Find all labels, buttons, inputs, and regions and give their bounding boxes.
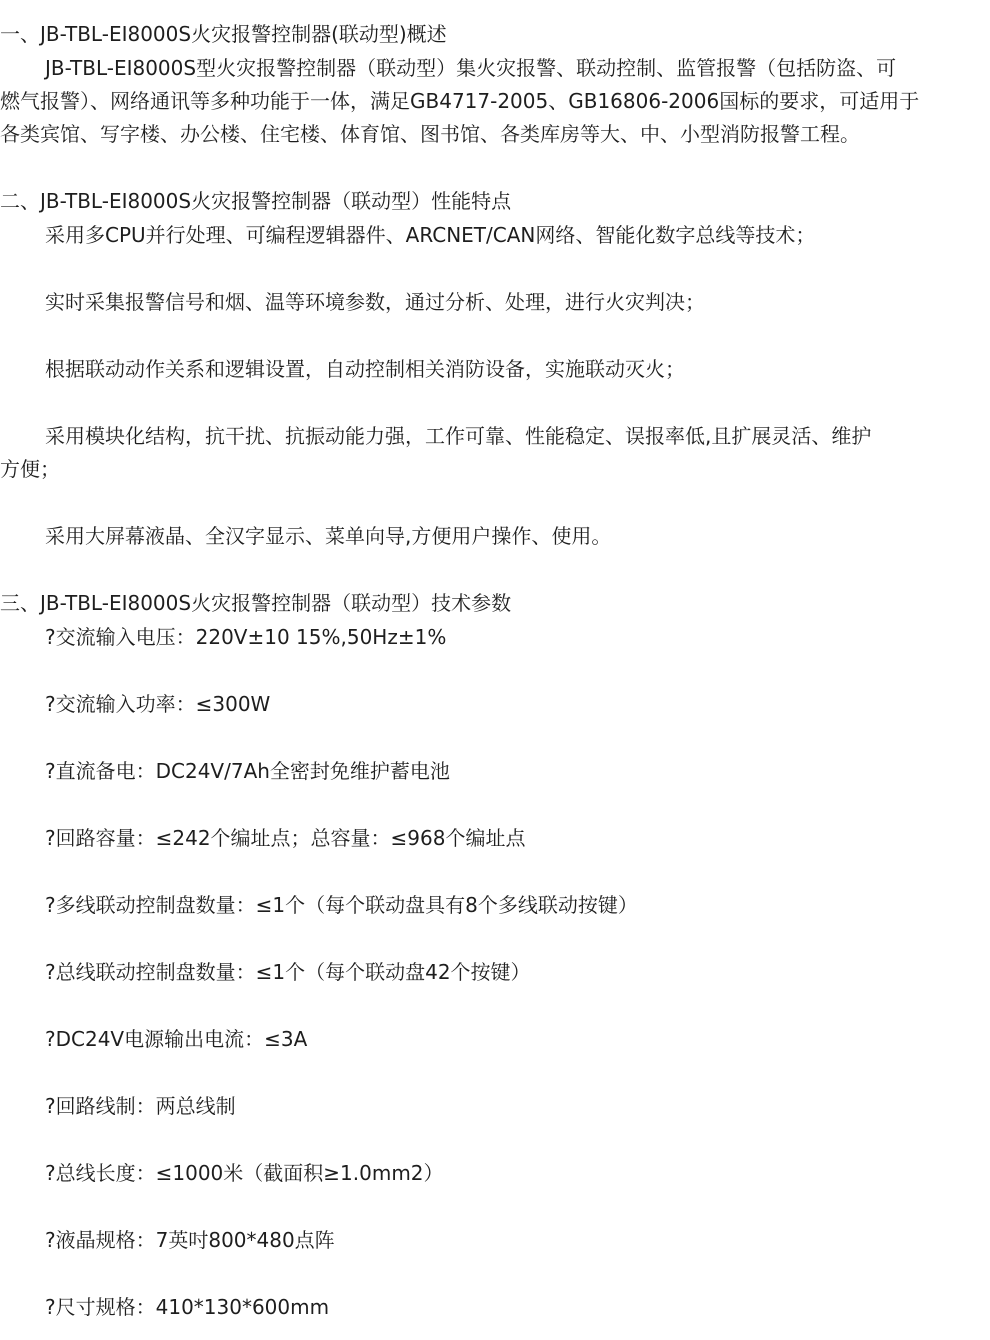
spec-item: ?回路线制：两总线制: [45, 1094, 236, 1118]
feature-item-continuation: 方便；: [0, 457, 60, 481]
spec-item: ?回路容量：≤242个编址点；总容量：≤968个编址点: [45, 826, 526, 850]
section-1-paragraph-line: 燃气报警）、网络通讯等多种功能于一体，满足GB4717-2005、GB16806-2006国标的要求，可适用于: [0, 89, 920, 113]
feature-item: 采用大屏幕液晶、全汉字显示、菜单向导,方便用户操作、使用。: [45, 524, 612, 548]
feature-item: 采用多CPU并行处理、可编程逻辑器件、ARCNET/CAN网络、智能化数字总线等技术；: [45, 223, 816, 247]
spec-item: ?尺寸规格：410*130*600mm: [45, 1295, 330, 1319]
feature-item: 根据联动动作关系和逻辑设置，自动控制相关消防设备，实施联动灭火；: [45, 357, 685, 381]
section-2-heading: 二、JB-TBL-EI8000S火灾报警控制器（联动型）性能特点: [0, 189, 512, 213]
spec-item: ?总线长度：≤1000米（截面积≥1.0mm2）: [45, 1161, 444, 1185]
spec-item: ?交流输入功率：≤300W: [45, 692, 271, 716]
feature-item: 实时采集报警信号和烟、温等环境参数，通过分析、处理，进行火灾判决；: [45, 290, 705, 314]
spec-item: ?直流备电：DC24V/7Ah全密封免维护蓄电池: [45, 759, 450, 783]
spec-item: ?DC24V电源输出电流：≤3A: [45, 1027, 308, 1051]
spec-item: ?总线联动控制盘数量：≤1个（每个联动盘42个按键）: [45, 960, 531, 984]
section-3-heading: 三、JB-TBL-EI8000S火灾报警控制器（联动型）技术参数: [0, 591, 512, 615]
section-1-heading: 一、JB-TBL-EI8000S火灾报警控制器(联动型)概述: [0, 22, 447, 46]
spec-item: ?多线联动控制盘数量：≤1个（每个联动盘具有8个多线联动按键）: [45, 893, 638, 917]
feature-item: 采用模块化结构，抗干扰、抗振动能力强，工作可靠、性能稳定、误报率低,且扩展灵活、维护: [45, 424, 872, 448]
spec-item: ?液晶规格：7英吋800*480点阵: [45, 1228, 335, 1252]
spec-item: ?交流输入电压：220V±10 15%,50Hz±1%: [45, 625, 447, 649]
section-1-paragraph-line: 各类宾馆、写字楼、办公楼、住宅楼、体育馆、图书馆、各类库房等大、中、小型消防报警工程。: [0, 122, 860, 146]
section-1-paragraph-line: JB-TBL-EI8000S型火灾报警控制器（联动型）集火灾报警、联动控制、监管报警（包括防盗、可: [45, 56, 897, 80]
